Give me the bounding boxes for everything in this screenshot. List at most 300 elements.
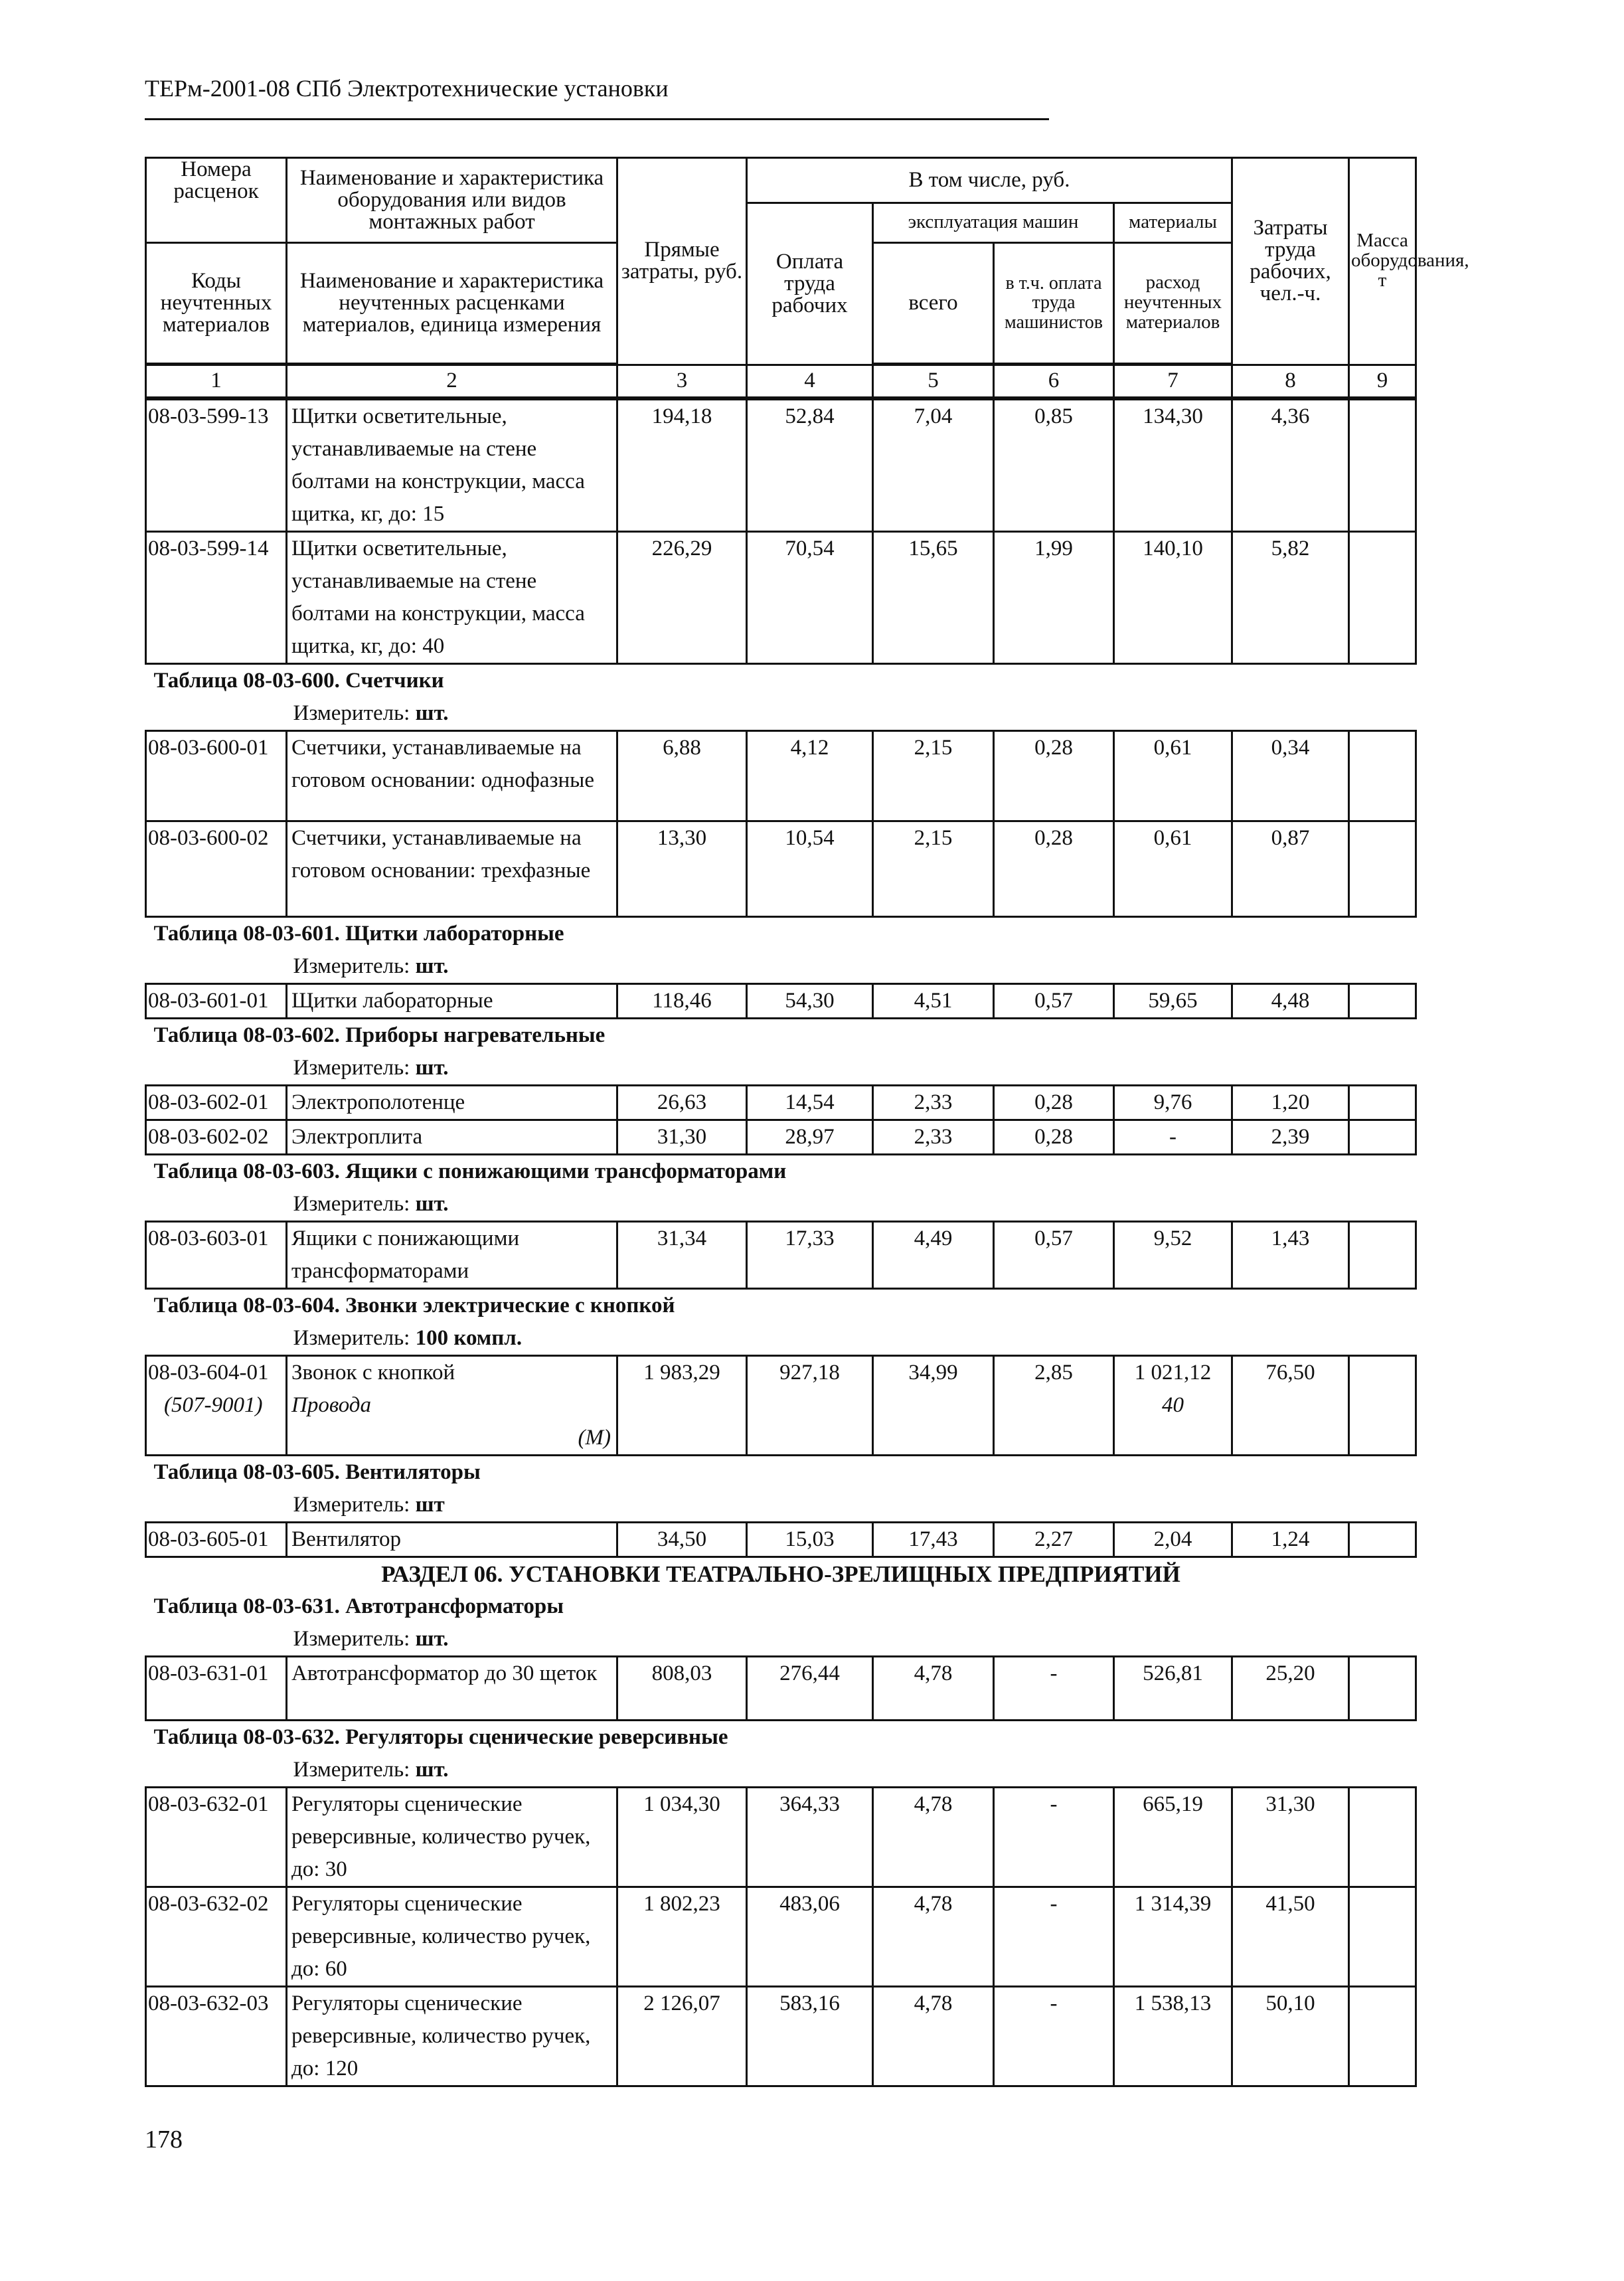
value-v8: 25,20	[1265, 1661, 1315, 1685]
unit-line	[146, 1623, 449, 1655]
value-cell-v5	[873, 1987, 994, 2086]
rate-code-cell	[146, 1086, 287, 1120]
table-caption: Таблица 08-03-604. Звонки электрические с кнопкой	[153, 1294, 675, 1317]
value-cell-v3	[617, 532, 747, 664]
table-unit-row	[146, 1489, 1416, 1523]
work-name-cell	[287, 1657, 617, 1721]
unit-label: Измеритель:	[293, 954, 410, 978]
table-unit-row	[146, 697, 1416, 731]
value-cell-v7	[1114, 532, 1232, 664]
value-v4: 52,84	[785, 404, 835, 428]
value-v6: -	[1050, 1892, 1058, 1916]
value-v6: 0,28	[1034, 736, 1073, 760]
table-row	[146, 1120, 1416, 1155]
rate-code-cell	[146, 1657, 287, 1721]
value-cell-v7	[1114, 400, 1232, 532]
value-v4: 927,18	[779, 1361, 840, 1385]
value-cell-v4	[747, 1086, 873, 1120]
value-cell-v3	[617, 400, 747, 532]
table-unit-row	[146, 1322, 1416, 1356]
value-v5: 4,78	[914, 1991, 953, 2015]
unit-label: Измеритель:	[293, 1493, 410, 1517]
rate-code-cell	[146, 984, 287, 1019]
rate-code-cell	[146, 1222, 287, 1289]
value-cell-v7	[1114, 1120, 1232, 1155]
value-cell-v7	[1114, 731, 1232, 821]
table-row	[146, 1356, 1416, 1456]
value-cell-v8	[1232, 1356, 1349, 1456]
value-cell-v4	[747, 1222, 873, 1289]
value-v8: 0,87	[1271, 826, 1310, 850]
value-v7: 665,19	[1143, 1792, 1203, 1816]
col1-top-header: Номера расценок	[146, 158, 287, 203]
value-cell-v6	[994, 1120, 1114, 1155]
work-name: Вентилятор	[291, 1527, 402, 1551]
value-cell-v8	[1232, 1120, 1349, 1155]
value-v6: 1,99	[1034, 537, 1073, 560]
value-v6: -	[1050, 1661, 1058, 1685]
work-name-cell	[287, 1086, 617, 1120]
table-unit-row	[146, 950, 1416, 984]
rate-code-cell	[146, 1987, 287, 2086]
value-v4: 276,44	[779, 1661, 840, 1685]
value-cell-v3	[617, 731, 747, 821]
value-cell-v3	[617, 1356, 747, 1456]
table-row	[146, 1788, 1416, 1887]
col9-header: Масса оборудования, т	[1349, 158, 1416, 365]
column-header	[145, 157, 1469, 392]
value-v3: 808,03	[651, 1661, 712, 1685]
table-caption: Таблица 08-03-631. Автотрансформаторы	[153, 1594, 564, 1618]
value-cell-v5	[873, 1120, 994, 1155]
value-cell-v5	[873, 731, 994, 821]
col-number: 3	[617, 365, 747, 397]
rate-code: 08-03-603-01	[148, 1226, 269, 1250]
header-rule	[145, 118, 1049, 120]
value-v5: 4,51	[914, 989, 953, 1013]
value-cell-v9	[1349, 1657, 1416, 1721]
col1-bottom-header: Коды неучтенных материалов	[146, 242, 287, 363]
value-cell-v5	[873, 1222, 994, 1289]
value-cell-v8	[1232, 532, 1349, 664]
value-v3: 26,63	[657, 1090, 707, 1114]
value-cell-v8	[1232, 821, 1349, 917]
table-caption: Таблица 08-03-602. Приборы нагревательные	[153, 1023, 606, 1047]
work-name: Щитки осветительные, устанавливаемые на стене болтами на конструкции, масса щитка, кг, до: 40	[291, 537, 585, 658]
value-v5: 2,33	[914, 1090, 953, 1114]
value-v6: -	[1050, 1991, 1058, 2015]
value-v3: 194,18	[651, 404, 712, 428]
value-v7: 134,30	[1143, 404, 1203, 428]
value-v3: 31,30	[657, 1125, 707, 1149]
rate-code: 08-03-604-01	[148, 1361, 269, 1385]
col-number: 6	[994, 365, 1114, 397]
value-cell-v6	[994, 1222, 1114, 1289]
value-v4: 15,03	[785, 1527, 835, 1551]
material-consumption: 40	[1162, 1393, 1184, 1417]
value-v7: 1 314,39	[1134, 1892, 1212, 1916]
table-caption-row	[146, 1155, 1416, 1189]
value-cell-v4	[747, 1356, 873, 1456]
table-caption: Таблица 08-03-605. Вентиляторы	[153, 1460, 481, 1484]
value-cell-v9	[1349, 984, 1416, 1019]
value-cell-v8	[1232, 1887, 1349, 1987]
value-cell-v6	[994, 821, 1114, 917]
value-v6: 0,28	[1034, 826, 1073, 850]
value-v4: 28,97	[785, 1125, 835, 1149]
value-cell-v5	[873, 1523, 994, 1557]
column-header-table	[145, 157, 1469, 398]
value-cell-v5	[873, 1086, 994, 1120]
value-v3: 31,34	[657, 1226, 707, 1250]
value-cell-v6	[994, 1887, 1114, 1987]
rate-code: 08-03-632-03	[148, 1991, 269, 2015]
value-v8: 4,48	[1271, 989, 1310, 1013]
value-v6: 0,28	[1034, 1090, 1073, 1114]
rate-code: 08-03-605-01	[148, 1527, 269, 1551]
value-cell-v9	[1349, 1523, 1416, 1557]
value-cell-v9	[1349, 1987, 1416, 2086]
rate-code-cell	[146, 1887, 287, 1987]
value-v5: 17,43	[908, 1527, 958, 1551]
value-cell-v9	[1349, 1222, 1416, 1289]
value-cell-v6	[994, 731, 1114, 821]
rate-code: 08-03-600-02	[148, 826, 269, 850]
work-name-cell	[287, 1987, 617, 2086]
value-v3: 118,46	[652, 989, 712, 1013]
value-v8: 41,50	[1265, 1892, 1315, 1916]
exploitation-header: эксплуатация машин	[873, 203, 1114, 242]
material-unit: (М)	[578, 1426, 611, 1450]
value-v8: 0,34	[1271, 736, 1310, 760]
value-cell-v3	[617, 1788, 747, 1887]
table-unit-row	[146, 1052, 1416, 1086]
unit-line	[146, 950, 449, 983]
value-v7: 1 538,13	[1134, 1991, 1212, 2015]
unit-value: шт.	[415, 1056, 449, 1080]
value-v5: 4,78	[914, 1892, 953, 1916]
value-v5: 15,65	[908, 537, 958, 560]
value-cell-v6	[994, 1356, 1114, 1456]
value-cell-v6	[994, 532, 1114, 664]
value-cell-v7	[1114, 1987, 1232, 2086]
work-name: Щитки лабораторные	[291, 989, 493, 1013]
value-v7: 59,65	[1148, 989, 1198, 1013]
unit-label: Измеритель:	[293, 701, 410, 725]
work-name: Счетчики, устанавливаемые на готовом основании: трехфазные	[291, 826, 591, 883]
col2-bottom-header: Наименование и характеристика неучтенных расценками материалов, единица измерения	[287, 242, 617, 363]
value-v3: 34,50	[657, 1527, 707, 1551]
unit-label: Измеритель:	[293, 1326, 410, 1350]
value-cell-v9	[1349, 1086, 1416, 1120]
page-header-title: ТЕРм-2001-08 СПб Электротехнические установки	[145, 75, 669, 102]
value-cell-v5	[873, 821, 994, 917]
value-v8: 1,43	[1271, 1226, 1310, 1250]
value-cell-v4	[747, 821, 873, 917]
rate-code-cell	[146, 731, 287, 821]
column-numbers-row	[146, 365, 1416, 397]
value-v7: 9,76	[1153, 1090, 1192, 1114]
value-cell-v9	[1349, 731, 1416, 821]
table-unit-row	[146, 1754, 1416, 1788]
value-cell-v4	[747, 400, 873, 532]
material-code: (507-9001)	[164, 1393, 263, 1417]
value-cell-v8	[1232, 400, 1349, 532]
value-v8: 4,36	[1271, 404, 1310, 428]
rate-code: 08-03-599-14	[148, 537, 269, 560]
rate-code-cell	[146, 1788, 287, 1887]
work-name-cell	[287, 821, 617, 917]
col-number: 1	[146, 365, 287, 397]
value-cell-v8	[1232, 1086, 1349, 1120]
value-cell-v9	[1349, 821, 1416, 917]
value-cell-v9	[1349, 1356, 1416, 1456]
table-row	[146, 1086, 1416, 1120]
value-cell-v6	[994, 1086, 1114, 1120]
material-name: Провода	[291, 1393, 371, 1417]
table-row	[146, 1222, 1416, 1289]
value-cell-v8	[1232, 984, 1349, 1019]
value-cell-v8	[1232, 1788, 1349, 1887]
value-v3: 2 126,07	[643, 1991, 720, 2015]
value-cell-v3	[617, 821, 747, 917]
rate-code: 08-03-599-13	[148, 404, 269, 428]
col-number: 9	[1349, 365, 1416, 397]
col4-header: Оплата труда рабочих	[747, 203, 873, 365]
value-cell-v3	[617, 1887, 747, 1987]
work-name: Регуляторы сценические реверсивные, количество ручек, до: 120	[291, 1991, 591, 2080]
col7-header: расход неучтенных материалов	[1114, 242, 1232, 363]
value-v3: 1 983,29	[643, 1361, 720, 1385]
value-v4: 54,30	[785, 989, 835, 1013]
table-unit-row	[146, 1623, 1416, 1657]
col1-top-spacer	[146, 203, 287, 242]
work-name-cell	[287, 1120, 617, 1155]
rate-code-cell	[146, 821, 287, 917]
table-caption: Таблица 08-03-603. Ящики с понижающими трансформаторами	[153, 1159, 787, 1183]
value-cell-v3	[617, 1657, 747, 1721]
col-number: 4	[747, 365, 873, 397]
rate-code: 08-03-601-01	[148, 989, 269, 1013]
table-row	[146, 1657, 1416, 1721]
work-name: Ящики с понижающими трансформаторами	[291, 1226, 520, 1283]
value-v5: 4,49	[914, 1226, 953, 1250]
value-v6: 2,85	[1034, 1361, 1073, 1385]
work-name: Щитки осветительные, устанавливаемые на стене болтами на конструкции, масса щитка, кг, до: 15	[291, 404, 585, 526]
value-cell-v7	[1114, 1887, 1232, 1987]
value-cell-v3	[617, 1987, 747, 2086]
value-v3: 13,30	[657, 826, 707, 850]
value-v7: 9,52	[1153, 1226, 1192, 1250]
value-v8: 1,20	[1271, 1090, 1310, 1114]
work-name-cell	[287, 400, 617, 532]
table-caption-row	[146, 1721, 1416, 1754]
value-cell-v4	[747, 1987, 873, 2086]
value-cell-v4	[747, 1788, 873, 1887]
unit-value: 100 компл.	[415, 1326, 523, 1350]
value-cell-v8	[1232, 1222, 1349, 1289]
unit-value: шт.	[415, 954, 449, 978]
table-caption-row	[146, 1456, 1416, 1489]
table-row	[146, 1523, 1416, 1557]
unit-label: Измеритель:	[293, 1758, 410, 1782]
value-v4: 14,54	[785, 1090, 835, 1114]
value-cell-v9	[1349, 1788, 1416, 1887]
table-caption-row	[146, 917, 1416, 951]
table-row	[146, 1887, 1416, 1987]
value-cell-v5	[873, 1356, 994, 1456]
value-v5: 34,99	[908, 1361, 958, 1385]
value-v5: 7,04	[914, 404, 953, 428]
value-v4: 70,54	[785, 537, 835, 560]
value-cell-v5	[873, 400, 994, 532]
value-cell-v7	[1114, 1657, 1232, 1721]
unit-line	[146, 1754, 449, 1786]
rate-code-cell	[146, 400, 287, 532]
value-v6: 2,27	[1034, 1527, 1073, 1551]
rate-code: 08-03-632-02	[148, 1892, 269, 1916]
value-cell-v7	[1114, 1222, 1232, 1289]
unit-line	[146, 1322, 523, 1355]
unit-value: шт.	[415, 1627, 449, 1651]
value-v5: 4,78	[914, 1792, 953, 1816]
value-cell-v7	[1114, 1356, 1232, 1456]
table-caption-row	[146, 664, 1416, 698]
value-cell-v8	[1232, 1987, 1349, 2086]
table-caption-row	[146, 1289, 1416, 1323]
value-v8: 31,30	[1265, 1792, 1315, 1816]
unit-value: шт.	[415, 1758, 449, 1782]
rate-code-cell	[146, 1120, 287, 1155]
value-cell-v6	[994, 984, 1114, 1019]
value-cell-v5	[873, 1887, 994, 1987]
col2-top-header: Наименование и характеристика оборудования или видов монтажных работ	[287, 158, 617, 243]
value-v4: 364,33	[779, 1792, 840, 1816]
table-row	[146, 532, 1416, 664]
col8-header: Затраты труда рабочих, чел.-ч.	[1232, 158, 1349, 365]
value-cell-v4	[747, 731, 873, 821]
value-cell-v6	[994, 1987, 1114, 2086]
value-v4: 17,33	[785, 1226, 835, 1250]
value-cell-v7	[1114, 984, 1232, 1019]
col-number: 7	[1114, 365, 1232, 397]
value-v4: 583,16	[779, 1991, 840, 2015]
table-row	[146, 1987, 1416, 2086]
table-row	[146, 400, 1416, 532]
value-cell-v4	[747, 532, 873, 664]
unit-line	[146, 1489, 445, 1521]
table-caption: Таблица 08-03-632. Регуляторы сценические реверсивные	[153, 1725, 728, 1749]
unit-value: шт.	[415, 701, 449, 725]
group-header: В том числе, руб.	[747, 158, 1232, 203]
value-v4: 4,12	[790, 736, 829, 760]
value-cell-v6	[994, 1523, 1114, 1557]
work-name: Автотрансформатор до 30 щеток	[291, 1661, 598, 1685]
value-cell-v4	[747, 1523, 873, 1557]
value-v7: 0,61	[1153, 736, 1192, 760]
work-name: Электроплита	[291, 1125, 423, 1149]
value-v8: 2,39	[1271, 1125, 1310, 1149]
value-v7: 1 021,12	[1134, 1361, 1212, 1385]
table-caption-row	[146, 1590, 1416, 1623]
table-row	[146, 821, 1416, 917]
value-v8: 50,10	[1265, 1991, 1315, 2015]
work-name: Регуляторы сценические реверсивные, количество ручек, до: 60	[291, 1892, 591, 1981]
value-v7: 0,61	[1153, 826, 1192, 850]
value-v7: 2,04	[1153, 1527, 1192, 1551]
rate-code-cell	[146, 532, 287, 664]
rate-code-cell	[146, 1523, 287, 1557]
rate-code-cell	[146, 1356, 287, 1456]
rate-code: 08-03-602-02	[148, 1125, 269, 1149]
work-name: Регуляторы сценические реверсивные, количество ручек, до: 30	[291, 1792, 591, 1881]
value-v4: 483,06	[779, 1892, 840, 1916]
value-v5: 4,78	[914, 1661, 953, 1685]
unit-value: шт.	[415, 1192, 449, 1216]
rate-code: 08-03-632-01	[148, 1792, 269, 1816]
table-unit-row	[146, 1188, 1416, 1222]
work-name-cell	[287, 1788, 617, 1887]
col3-header: Прямые затраты, руб.	[617, 158, 747, 365]
value-cell-v4	[747, 1657, 873, 1721]
value-cell-v4	[747, 984, 873, 1019]
value-cell-v5	[873, 1788, 994, 1887]
value-v6: 0,28	[1034, 1125, 1073, 1149]
value-v7: -	[1169, 1125, 1177, 1149]
value-cell-v8	[1232, 1523, 1349, 1557]
work-name-cell	[287, 1887, 617, 1987]
unit-label: Измеритель:	[293, 1056, 410, 1080]
value-cell-v7	[1114, 821, 1232, 917]
work-name: Счетчики, устанавливаемые на готовом основании: однофазные	[291, 736, 594, 792]
unit-line	[146, 697, 449, 730]
value-cell-v3	[617, 1120, 747, 1155]
col-number: 8	[1232, 365, 1349, 397]
value-v6: 0,57	[1034, 1226, 1073, 1250]
work-name: Электрополотенце	[291, 1090, 465, 1114]
table-caption: Таблица 08-03-601. Щитки лабораторные	[153, 922, 564, 946]
value-v7: 526,81	[1143, 1661, 1203, 1685]
value-cell-v9	[1349, 1887, 1416, 1987]
value-cell-v3	[617, 1086, 747, 1120]
table-caption-row	[146, 1019, 1416, 1053]
value-cell-v6	[994, 400, 1114, 532]
value-cell-v8	[1232, 1657, 1349, 1721]
unit-line	[146, 1188, 449, 1221]
value-cell-v9	[1349, 532, 1416, 664]
col-number: 2	[287, 365, 617, 397]
value-cell-v5	[873, 1657, 994, 1721]
page-number: 178	[145, 2126, 183, 2154]
rate-code: 08-03-600-01	[148, 736, 269, 760]
value-v6: -	[1050, 1792, 1058, 1816]
value-cell-v5	[873, 532, 994, 664]
work-name-cell	[287, 1356, 617, 1456]
value-v5: 2,33	[914, 1125, 953, 1149]
value-v6: 0,85	[1034, 404, 1073, 428]
col6-header: в т.ч. оплата труда машинистов	[994, 242, 1114, 363]
value-v3: 1 802,23	[643, 1892, 720, 1916]
value-v4: 10,54	[785, 826, 835, 850]
work-name-cell	[287, 1523, 617, 1557]
value-v7: 140,10	[1143, 537, 1203, 560]
materials-header: материалы	[1114, 203, 1232, 242]
value-cell-v7	[1114, 1086, 1232, 1120]
value-cell-v7	[1114, 1788, 1232, 1887]
work-name-cell	[287, 532, 617, 664]
value-v8: 76,50	[1265, 1361, 1315, 1385]
work-name-cell	[287, 731, 617, 821]
